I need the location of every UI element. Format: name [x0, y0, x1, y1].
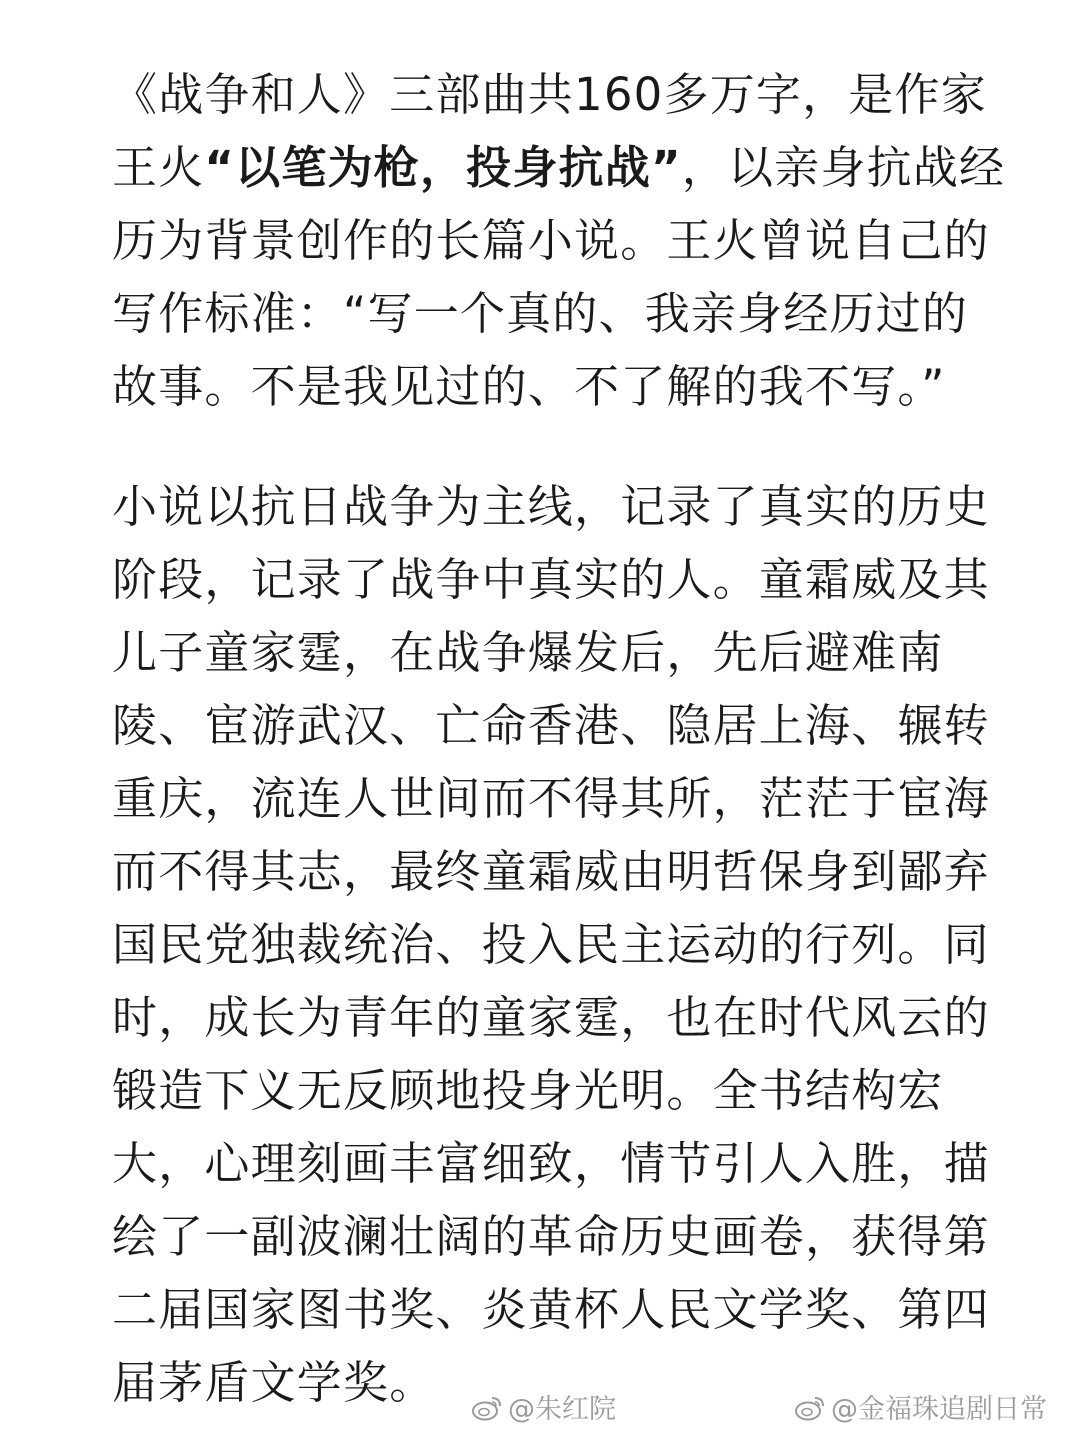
paragraph-1-line-5: 故事。不是我见过的、不了解的我不写。”	[112, 360, 946, 413]
paragraph-2-line: 儿子童家霆，在战争爆发后，先后避难南	[112, 626, 944, 679]
watermark-1-text: @朱红院	[508, 1394, 616, 1425]
paragraph-2-line: 时，成长为青年的童家霆，也在时代风云的	[112, 991, 990, 1044]
paragraph-2-line: 阶段，记录了战争中真实的人。童霜威及其	[112, 553, 990, 606]
paragraph-1-line-3: 历为背景创作的长篇小说。王火曾说自己的	[112, 214, 990, 267]
watermark-2-text: @金福珠追剧日常	[831, 1394, 1047, 1425]
paragraph-2	[112, 470, 990, 1419]
paragraph-2-line: 锻造下义无反顾地投身光明。全书结构宏	[112, 1064, 944, 1117]
paragraph-2-line: 届茅盾文学奖。	[112, 1356, 436, 1409]
paragraph-1-line-4: 写作标准：“写一个真的、我亲身经历过的	[112, 287, 969, 340]
weibo-icon	[470, 1392, 504, 1422]
paragraph-2-line: 重庆，流连人世间而不得其所，茫茫于宦海	[112, 772, 990, 825]
paragraph-2-line: 大，心理刻画丰富细致，情节引人入胜，描	[112, 1137, 990, 1190]
watermark-1	[470, 1387, 616, 1426]
paragraph-2-line: 国民党独裁统治、投入民主运动的行列。同	[112, 918, 990, 971]
watermark-bar	[0, 1375, 1080, 1435]
watermark-2	[793, 1387, 1047, 1426]
line-2-suffix: ，以亲身抗战经	[681, 141, 1006, 194]
paragraph-2-line: 而不得其志，最终童霜威由明哲保身到鄙弃	[112, 845, 990, 898]
paragraph-1	[112, 58, 1006, 423]
bold-quote: “以笔为枪，投身抗战”	[204, 141, 682, 194]
paragraph-1-line-2	[112, 131, 1006, 204]
paragraph-2-line: 二届国家图书奖、炎黄杯人民文学奖、第四	[112, 1283, 990, 1336]
paragraph-1-line-1: 《战争和人》三部曲共160多万字，是作家	[112, 68, 987, 121]
line-2-prefix: 王火	[112, 141, 205, 194]
paragraph-2-line: 绘了一副波澜壮阔的革命历史画卷，获得第	[112, 1210, 990, 1263]
paragraph-2-line: 小说以抗日战争为主线，记录了真实的历史	[112, 480, 990, 533]
weibo-icon	[793, 1392, 827, 1422]
paragraph-2-line: 陵、宦游武汉、亡命香港、隐居上海、辗转	[112, 699, 990, 752]
